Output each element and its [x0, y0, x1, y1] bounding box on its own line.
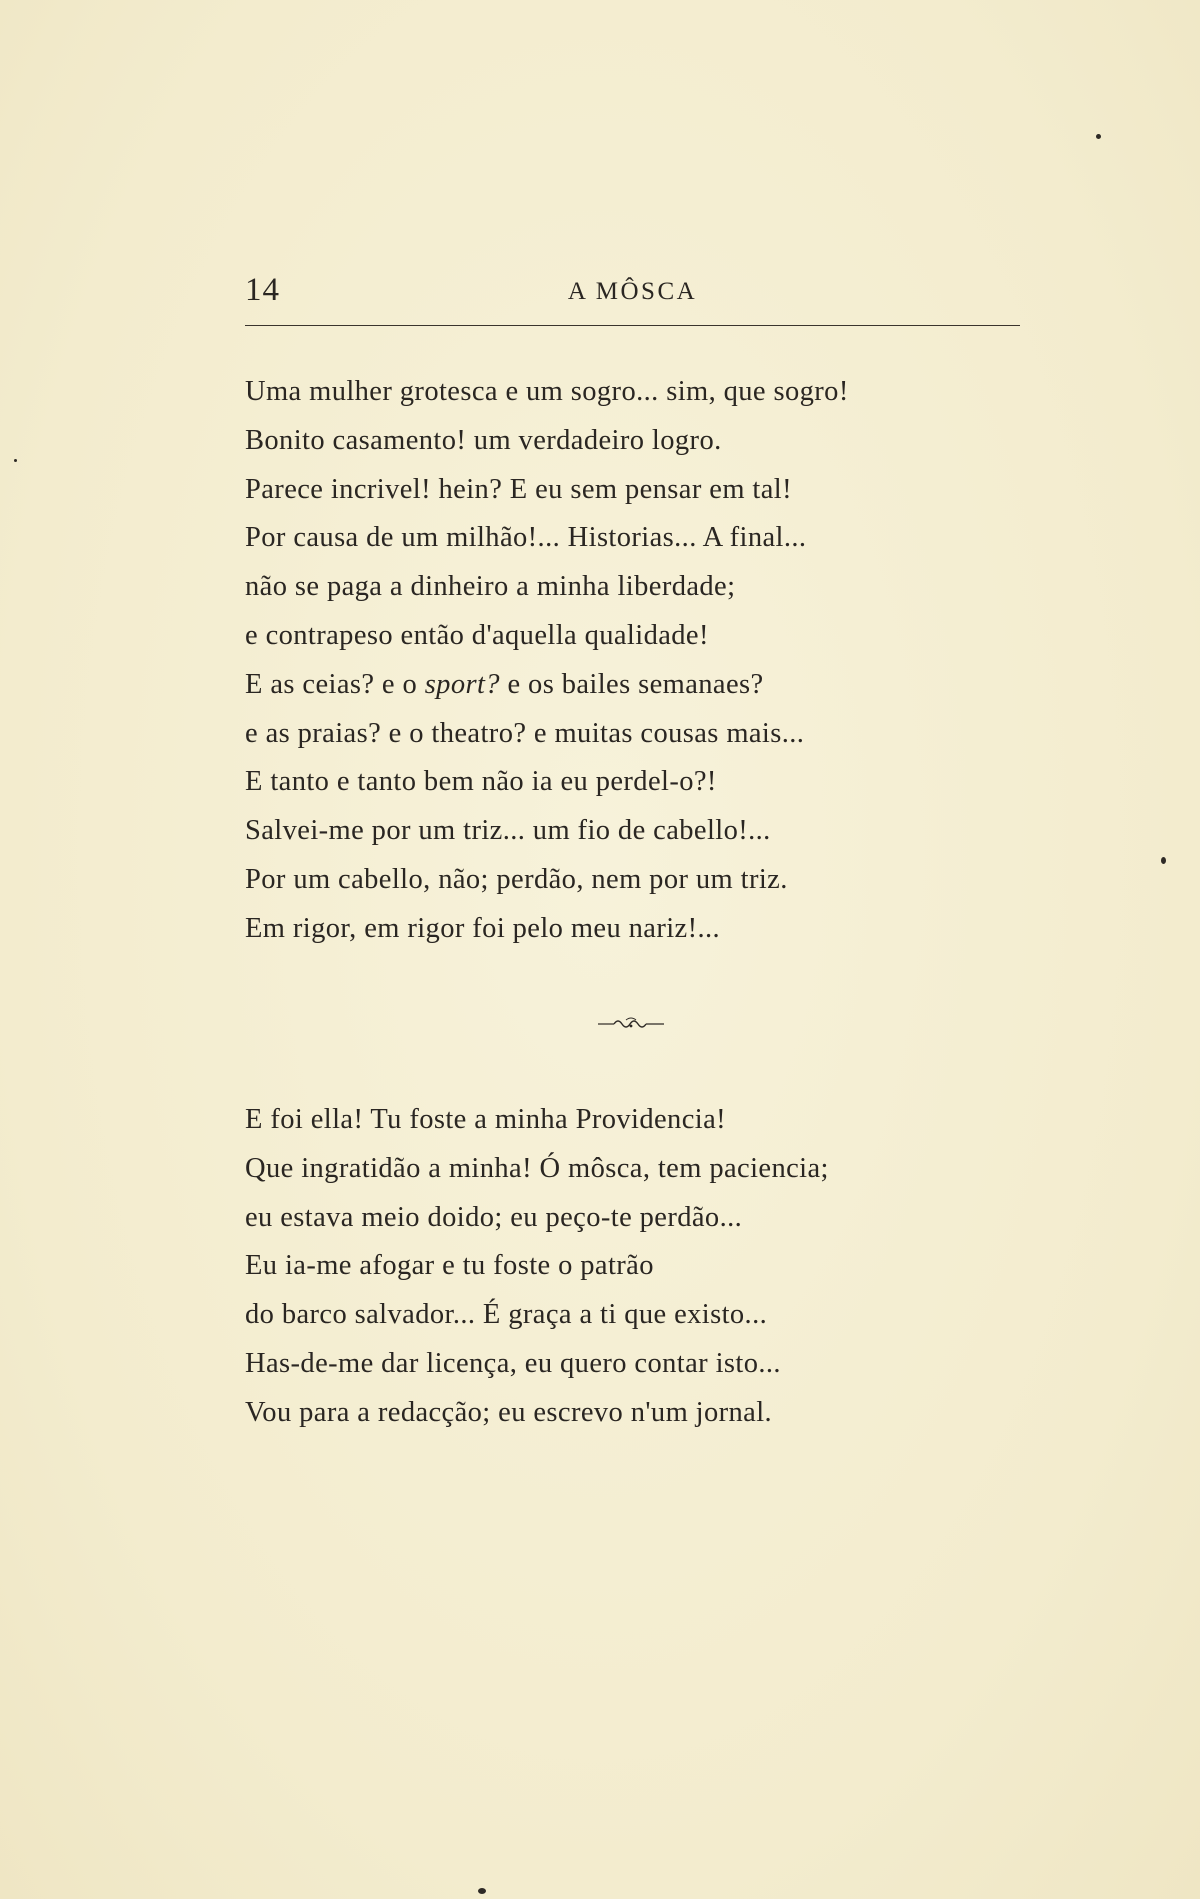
running-title: A MÔSCA — [567, 278, 698, 305]
verse-line: Parece incrivel! hein? E eu sem pensar em tal! — [245, 473, 792, 505]
verse-line: e as praias? e o theatro? e muitas cousas mais... — [245, 717, 805, 749]
verse-italic-word: sport? — [424, 668, 500, 700]
running-head — [245, 272, 1020, 312]
verse-segment: e os bailes semanaes? — [499, 668, 764, 700]
verse-line: E tanto e tanto bem não ia eu perdel-o?! — [245, 766, 717, 798]
stanza-2 — [245, 1096, 1045, 1438]
verse-line — [245, 661, 1045, 710]
header-rule — [245, 325, 1020, 326]
verse-line: E foi ella! Tu foste a minha Providencia! — [245, 1104, 727, 1135]
verse-line: e contrapeso então d'aquella qualidade! — [245, 619, 709, 651]
paper-speck — [1096, 134, 1101, 139]
verse-line: Que ingratidão a minha! Ó môsca, tem paciencia; — [245, 1152, 829, 1184]
verse-line: Salvei-me por um triz... um fio de cabello!... — [245, 815, 771, 847]
verse-line: Por causa de um milhão!... Historias... A final... — [245, 522, 807, 554]
verse-line: Em rigor, em rigor foi pelo meu nariz!... — [245, 912, 721, 944]
verse-line: Por um cabello, não; perdão, nem por um triz. — [245, 863, 788, 895]
paper-speck — [478, 1888, 486, 1894]
verse-line: do barco salvador... É graça a ti que existo... — [245, 1299, 768, 1331]
paper-speck — [1161, 857, 1166, 864]
verse-line: Has-de-me dar licença, eu quero contar isto... — [245, 1347, 781, 1379]
verse-line: Uma mulher grotesca e um sogro... sim, que sogro! — [245, 376, 849, 407]
verse-line: Vou para a redacção; eu escrevo n'um jornal. — [245, 1396, 773, 1428]
stanza-1 — [245, 368, 1045, 954]
verse-line: eu estava meio doido; eu peço-te perdão... — [245, 1201, 743, 1233]
verse-line: não se paga a dinheiro a minha liberdade; — [245, 571, 736, 603]
verse-line: Eu ia-me afogar e tu foste o patrão — [245, 1250, 654, 1282]
paper-speck — [14, 459, 17, 462]
verse-line: Bonito casamento! um verdadeiro logro. — [245, 424, 722, 456]
fleuron-ornament-icon — [596, 1014, 666, 1034]
verse-segment: E as ceias? e o — [245, 668, 425, 700]
page-number: 14 — [245, 272, 280, 308]
